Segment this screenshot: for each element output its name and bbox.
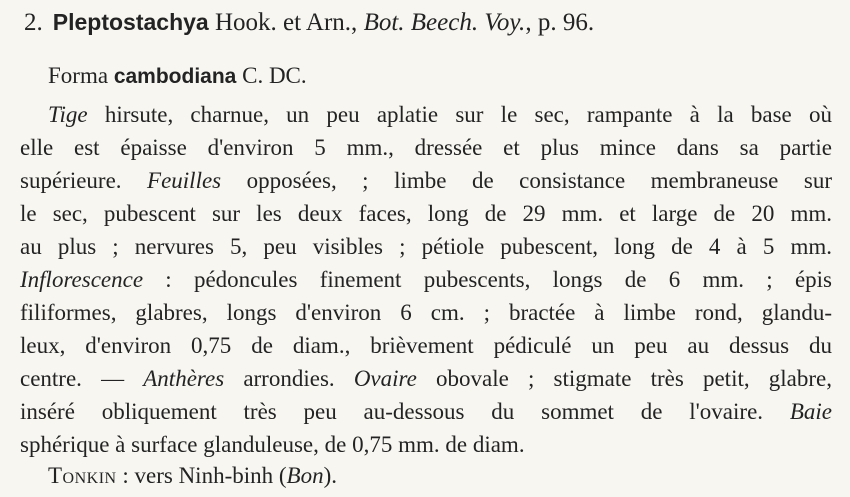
- description-text: supérieure.: [20, 168, 148, 193]
- description-text: centre. —: [20, 366, 144, 391]
- description-text: inséré obliquement très peu au-dessous du sommet de l'ovaire.: [20, 399, 790, 424]
- description-line: [20, 167, 832, 195]
- description-text: au plus ; nervures 5, peu visibles ; pétiole pubescent, long de 4 à 5 mm.: [20, 234, 832, 259]
- genus-name: Pleptostachya: [52, 9, 209, 35]
- description-text: filiformes, glabres, longs d'environ 6 cm. ; bractée à limbe rond, glandu-: [20, 300, 832, 325]
- locality-region: Tonkin: [48, 463, 117, 488]
- description-line: [20, 266, 832, 294]
- description-text: le sec, pubescent sur les deux faces, long de 29 mm. et large de 20 mm.: [20, 201, 832, 226]
- description-text: sphérique à surface glanduleuse, de 0,75 mm. de diam.: [20, 432, 525, 457]
- description-text: elle est épaisse d'environ 5 mm., dressée et plus mince dans sa partie: [20, 135, 832, 160]
- description-text: leux, d'environ 0,75 de diam., brièvement pédiculé un peu au dessus du: [20, 333, 832, 358]
- forma-line: [48, 62, 307, 91]
- locality-text: : vers Ninh-binh (: [116, 463, 287, 488]
- description-line: [20, 233, 832, 261]
- term-tige: Tige: [48, 102, 88, 127]
- description-text: arrondies.: [224, 366, 354, 391]
- forma-label: Forma: [48, 63, 109, 88]
- term-feuilles: Feuilles: [147, 168, 222, 193]
- description-line: [20, 365, 832, 393]
- description-line: [20, 299, 832, 327]
- term-ovaire: Ovaire: [353, 366, 417, 391]
- species-number: 2.: [24, 9, 43, 36]
- reference-title: Bot. Beech. Voy.: [363, 9, 526, 36]
- locality-line: [48, 462, 337, 490]
- description-text: : pédoncules finement pubescents, longs de 6 mm. ; épis: [143, 267, 832, 292]
- description-line: [20, 332, 832, 360]
- forma-author: C. DC.: [242, 63, 307, 88]
- description-text: opposées, ; limbe de consistance membraneuse sur: [221, 168, 832, 193]
- term-antheres: Anthères: [143, 366, 225, 391]
- authority: Hook. et Arn.,: [214, 9, 358, 36]
- term-baie: Baie: [789, 399, 832, 424]
- description-text: hirsute, charnue, un peu aplatie sur le sec, rampante à la base où: [87, 102, 832, 127]
- reference-page: , p. 96.: [525, 9, 595, 36]
- description-line: [20, 431, 832, 459]
- description-text: obovale ; stigmate très petit, glabre,: [416, 366, 832, 391]
- description-line: [48, 101, 832, 129]
- locality-close: ).: [323, 463, 338, 488]
- description-line: [20, 134, 832, 162]
- species-heading: [24, 8, 594, 37]
- description-line: [20, 398, 832, 426]
- forma-epithet: cambodiana: [113, 65, 237, 88]
- term-inflorescence: Inflorescence: [20, 267, 144, 292]
- collector-name: Bon: [286, 463, 324, 488]
- description-line: [20, 200, 832, 228]
